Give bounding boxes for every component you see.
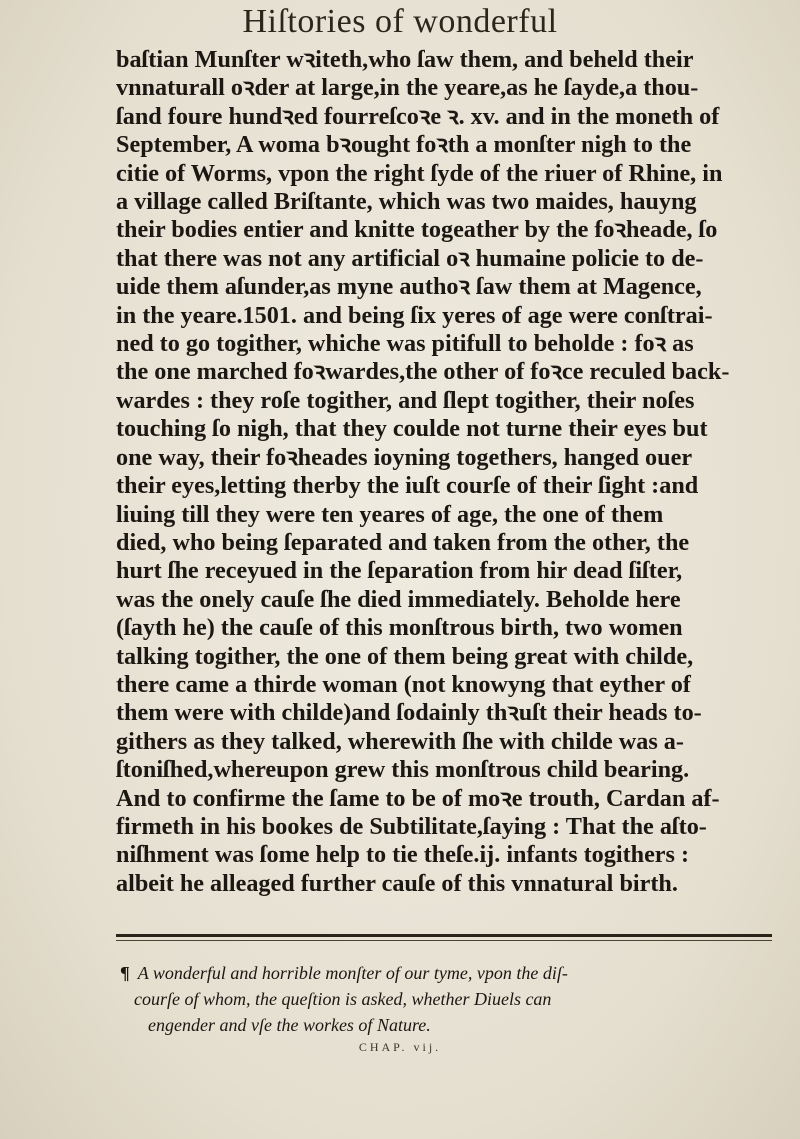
text-line: one way, their foꝛheades ioyning togethers, hanged ouer xyxy=(116,443,693,471)
text-line: ned to go togither, whiche was pitifull to beholde : foꝛ as xyxy=(116,330,694,358)
text-line: that there was not any artificial oꝛ humaine policie to de- xyxy=(116,244,704,272)
text-line: their bodies entier and knitte togeather by the foꝛheade, ſo xyxy=(116,216,718,244)
body-text xyxy=(116,46,730,898)
chapter-heading-line: engender and vſe the workes of Nature. xyxy=(148,1015,431,1035)
text-line: ſtoniſhed,whereupon grew this monſtrous child bearing. xyxy=(116,756,690,784)
chapter-heading-text: A wonderful and horrible monſter of our tyme, vpon the diſ- xyxy=(137,963,568,983)
text-line: githers as they talked, wherewith ſhe with childe was a- xyxy=(116,727,684,755)
catchword: CHAP. vij. xyxy=(358,1040,442,1054)
text-line: was the onely cauſe ſhe died immediately. Beholde here xyxy=(116,585,681,613)
section-divider-thin xyxy=(116,940,772,941)
chapter-heading-line: courſe of whom, the queſtion is asked, whether Diuels can xyxy=(134,989,552,1009)
text-line: their eyes,letting therby the iuſt courſe of their ſight :and xyxy=(116,472,699,500)
chapter-heading xyxy=(120,960,770,1038)
text-line: hurt ſhe receyued in the ſeparation from hir dead ſiſter, xyxy=(116,557,683,585)
running-title: Hiſtories of wonderful xyxy=(242,3,558,40)
text-line: albeit he alleaged further cauſe of this vnnatural birth. xyxy=(116,869,678,897)
text-line: September, A woma bꝛought foꝛth a monſter nigh to the xyxy=(116,131,692,159)
text-line: died, who being ſeparated and taken from the other, the xyxy=(116,528,690,556)
text-line: uide them aſunder,as myne authoꝛ ſaw them at Magence, xyxy=(116,273,702,301)
text-line: them were with childe)and ſodainly thꝛuſt their heads to- xyxy=(116,699,702,727)
text-line: liuing till they were ten yeares of age, the one of them xyxy=(116,500,664,528)
text-line: there came a thirde woman (not knowyng that eyther of xyxy=(116,670,691,698)
text-line: (ſayth he) the cauſe of this monſtrous birth, two women xyxy=(116,614,683,642)
text-line: baſtian Munſter wꝛiteth,who ſaw them, and beheld their xyxy=(116,46,694,73)
text-line: wardes : they roſe togither, and ſlept togither, their noſes xyxy=(116,386,695,414)
text-line: in the yeare.1501. and being ſix yeres of age were conſtrai- xyxy=(116,301,713,329)
text-line: niſhment was ſome help to tie theſe.ij. infants togithers : xyxy=(116,841,690,869)
text-line: a village called Briſtante, which was two maides, hauyng xyxy=(116,188,697,216)
text-line: vnnaturall oꝛder at large,in the yeare,as he ſayde,a thou- xyxy=(116,74,699,102)
chapter-heading-line xyxy=(120,960,770,986)
text-line: firmeth in his bookes de Subtilitate,ſaying : That the aſto- xyxy=(116,812,707,840)
text-line: ſand foure hundꝛed fourreſcoꝛe ꝛ. xv. and in the moneth of xyxy=(116,102,720,130)
text-line: the one marched foꝛwardes,the other of foꝛce reculed back- xyxy=(116,358,730,386)
pilcrow-icon: ¶ xyxy=(120,963,130,983)
text-line: citie of Worms, vpon the right ſyde of the riuer of Rhine, in xyxy=(116,159,723,187)
text-line: touching ſo nigh, that they coulde not turne their eyes but xyxy=(116,415,708,443)
text-line: talking togither, the one of them being great with childe, xyxy=(116,642,694,670)
section-divider xyxy=(116,934,772,937)
text-line: And to confirme the ſame to be of moꝛe trouth, Cardan af- xyxy=(116,784,720,812)
